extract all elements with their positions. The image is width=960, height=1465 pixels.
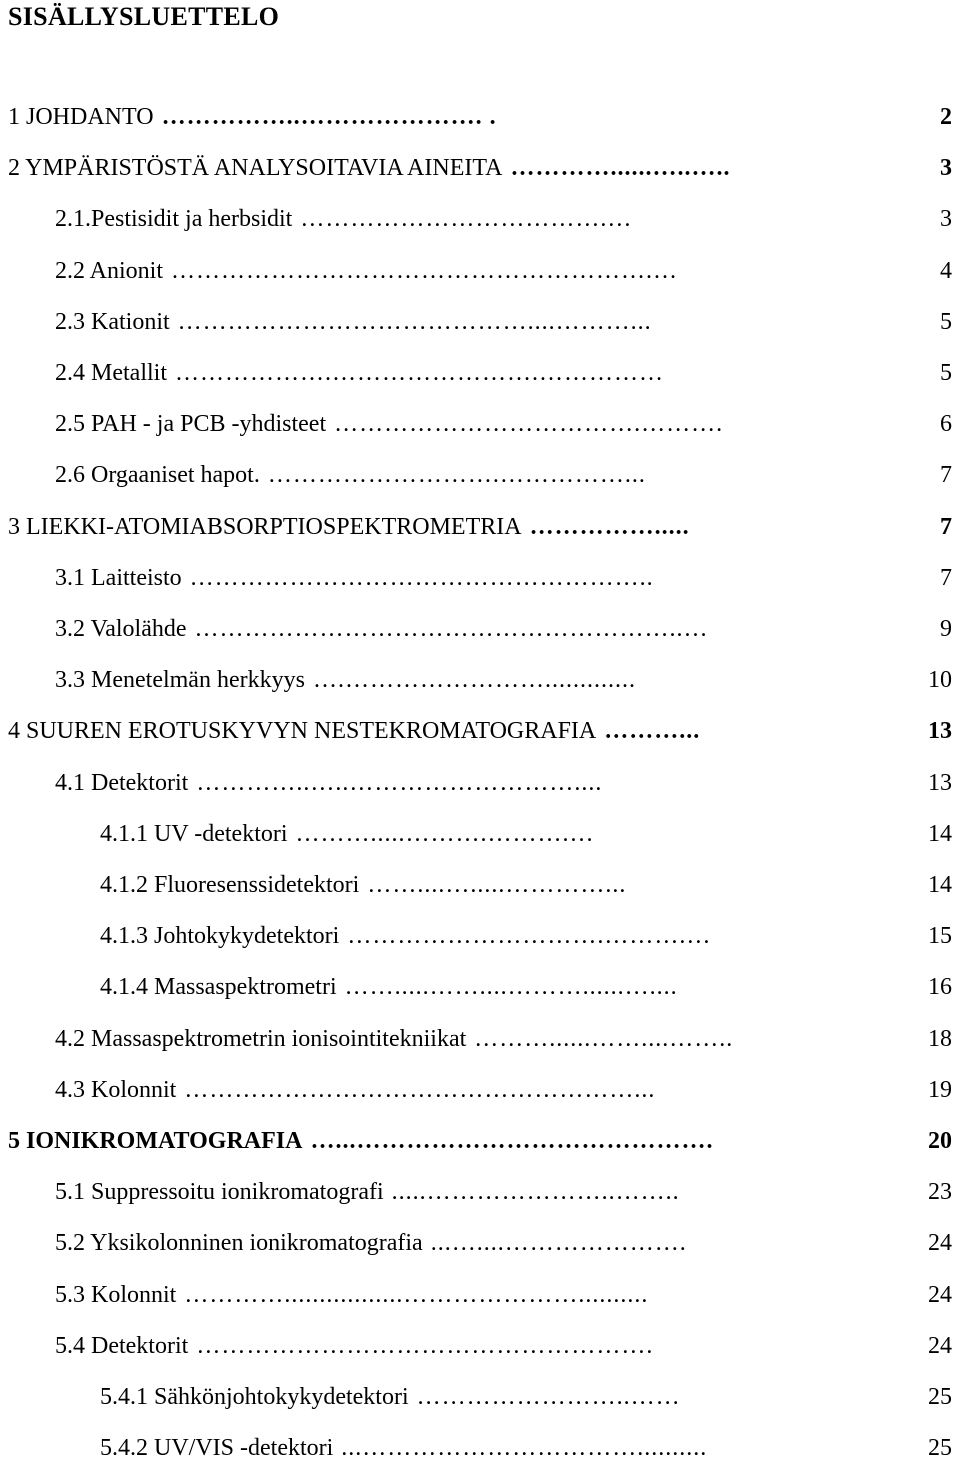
- toc-entry: [55, 1278, 952, 1312]
- toc-entry-page: 5: [940, 309, 952, 335]
- toc-entry: [8, 1124, 952, 1158]
- toc-entry: [55, 561, 952, 595]
- toc-entry-page: 7: [940, 462, 952, 488]
- toc-entry-leader: ……………..…………………. .: [161, 104, 497, 130]
- toc-entry-page: 25: [928, 1384, 952, 1410]
- toc-entry-leader: …….....……....………......…....: [344, 974, 678, 1000]
- toc-entry: [55, 766, 952, 800]
- toc-entry-page: 23: [928, 1179, 952, 1205]
- toc-entry-page: 15: [928, 923, 952, 949]
- toc-entry: [55, 1073, 952, 1107]
- toc-entry-label: 1 JOHDANTO: [8, 104, 154, 130]
- toc-entry-page: 16: [928, 974, 952, 1000]
- toc-entry-leader: ……………………….……………...: [267, 462, 646, 488]
- toc-entry-leader: ………………………………………………...: [184, 1077, 656, 1103]
- toc-entry-page: 4: [940, 258, 952, 284]
- toc-entry-page: 7: [940, 565, 952, 591]
- toc-entry-leader: ………………………………………………….…: [171, 258, 679, 284]
- toc-entry-page: 10: [928, 667, 952, 693]
- toc-entry-page: 7: [940, 514, 952, 540]
- toc-entry-page: 13: [928, 770, 952, 796]
- toc-entry-label: 4.1 Detektorit: [55, 770, 189, 796]
- toc-entry-leader: ………......……....……..: [474, 1026, 734, 1052]
- toc-entry-label: 5.1 Suppressoitu ionikromatografi: [55, 1179, 384, 1205]
- toc-entry-label: 4.1.4 Massaspektrometri: [100, 974, 337, 1000]
- toc-entry: [55, 663, 952, 697]
- toc-entry-leader: ……....….....…………...: [367, 872, 627, 898]
- toc-entry-page: 14: [928, 872, 952, 898]
- toc-entry: [55, 202, 952, 236]
- toc-entry: [100, 868, 952, 902]
- toc-entry-leader: …………………………………………………..…: [194, 616, 709, 642]
- toc-entry-leader: ………….................…………………..........: [184, 1282, 649, 1308]
- toc-entry-label: 5.4.2 UV/VIS -detektori: [100, 1435, 334, 1461]
- toc-entry: [55, 407, 952, 441]
- toc-entry-page: 14: [928, 821, 952, 847]
- toc-entry: [55, 305, 952, 339]
- toc-entry-page: 25: [928, 1435, 952, 1461]
- toc-entry-label: 3.1 Laitteisto: [55, 565, 182, 591]
- toc-entry: [55, 612, 952, 646]
- toc-entry-label: 3.3 Menetelmän herkkyys: [55, 667, 305, 693]
- toc-entry-page: 20: [928, 1128, 952, 1154]
- toc-entry-label: 2.5 PAH - ja PCB -yhdisteet: [55, 411, 327, 437]
- toc-entry-page: 19: [928, 1077, 952, 1103]
- toc-entry-label: 4.2 Massaspektrometrin ionisointitekniikat: [55, 1026, 467, 1052]
- toc-entry: [55, 356, 952, 390]
- toc-entry-page: 13: [928, 718, 952, 744]
- toc-entry-label: 5.4 Detektorit: [55, 1333, 189, 1359]
- toc-entry-label: 2.4 Metallit: [55, 360, 167, 386]
- toc-entry-label: 2.6 Orgaaniset hapot.: [55, 462, 260, 488]
- toc-entry-leader: ………...: [604, 718, 701, 744]
- toc-entry: [55, 458, 952, 492]
- toc-entry-label: 5.3 Kolonnit: [55, 1282, 177, 1308]
- toc-entry-page: 5: [940, 360, 952, 386]
- toc-entry-leader: …………….....: [529, 514, 690, 540]
- toc-entry-label: 4.3 Kolonnit: [55, 1077, 177, 1103]
- toc-entry: [55, 1022, 952, 1056]
- toc-entry-leader: ……………………………………....………...: [177, 309, 652, 335]
- toc-entry: [100, 1380, 952, 1414]
- toc-entry-leader: ……………………………….…: [300, 206, 633, 232]
- toc-entry-page: 24: [928, 1282, 952, 1308]
- toc-entry-page: 24: [928, 1333, 952, 1359]
- page-title: SISÄLLYSLUETTELO: [8, 2, 280, 31]
- toc-entry: [8, 510, 952, 544]
- toc-entry-label: 5.4.1 Sähkönjohtokykydetektori: [100, 1384, 409, 1410]
- toc-entry: [55, 1329, 952, 1363]
- toc-entry-leader: ……….....……….……….…: [295, 821, 595, 847]
- toc-entry-leader: …………......…..…..: [510, 155, 731, 181]
- toc-entry-label: 3.2 Valolähde: [55, 616, 187, 642]
- toc-entry-leader: ….…………………….............: [312, 667, 636, 693]
- toc-entry: [100, 817, 952, 851]
- toc-entry-page: 3: [940, 206, 952, 232]
- toc-entry-page: 2: [940, 104, 952, 130]
- toc-entry-leader: …...…………………………………….: [310, 1128, 714, 1154]
- toc-entry: [100, 1431, 952, 1465]
- toc-entry-label: 3 LIEKKI-ATOMIABSORPTIOSPEKTROMETRIA: [8, 514, 522, 540]
- toc-entry: [55, 1226, 952, 1260]
- toc-entry-leader: ………………………….……….…: [347, 923, 712, 949]
- toc-entry-label: 5 IONIKROMATOGRAFIA: [8, 1128, 303, 1154]
- toc-entry-page: 9: [940, 616, 952, 642]
- toc-entry-page: 6: [940, 411, 952, 437]
- toc-entry-label: 2.2 Anionit: [55, 258, 164, 284]
- toc-entry: [55, 254, 952, 288]
- toc-entry: [100, 919, 952, 953]
- toc-entry: [8, 151, 952, 185]
- toc-entry-label: 4 SUUREN EROTUSKYVYN NESTEKROMATOGRAFIA: [8, 718, 597, 744]
- toc-entry-label: 5.2 Yksikolonninen ionikromatografia: [55, 1230, 423, 1256]
- toc-entry-page: 18: [928, 1026, 952, 1052]
- toc-entry-leader: ……………………………….……….: [334, 411, 724, 437]
- toc-entry-leader: ………………………………………………..: [189, 565, 654, 591]
- toc-entry-page: 24: [928, 1230, 952, 1256]
- toc-entry: [55, 1175, 952, 1209]
- toc-entry-label: 2.1.Pestisidit ja herbsidit: [55, 206, 293, 232]
- toc-entry-label: 2 YMPÄRISTÖSTÄ ANALYSOITAVIA AINEITA: [8, 155, 503, 181]
- toc-entry-page: 3: [940, 155, 952, 181]
- toc-entry-leader: ……………….…………………….……………: [174, 360, 664, 386]
- toc-entry-leader: ……………………..……: [416, 1384, 681, 1410]
- toc-entry-leader: ...…....………………….: [430, 1230, 687, 1256]
- toc-entry-leader: …………..…..………………………....: [196, 770, 603, 796]
- toc-entry-leader: ...……………………………..........: [341, 1435, 708, 1461]
- toc-entry: [100, 970, 952, 1004]
- toc-entry: [8, 100, 952, 134]
- toc-entry-label: 4.1.2 Fluoresenssidetektori: [100, 872, 360, 898]
- toc-entry: [8, 714, 952, 748]
- toc-entry-label: 2.3 Kationit: [55, 309, 170, 335]
- toc-entry-label: 4.1.1 UV -detektori: [100, 821, 288, 847]
- toc-entry-label: 4.1.3 Johtokykydetektori: [100, 923, 340, 949]
- toc-entry-leader: ……………………………………………….: [196, 1333, 654, 1359]
- toc-entry-leader: .....…………………..……..: [391, 1179, 680, 1205]
